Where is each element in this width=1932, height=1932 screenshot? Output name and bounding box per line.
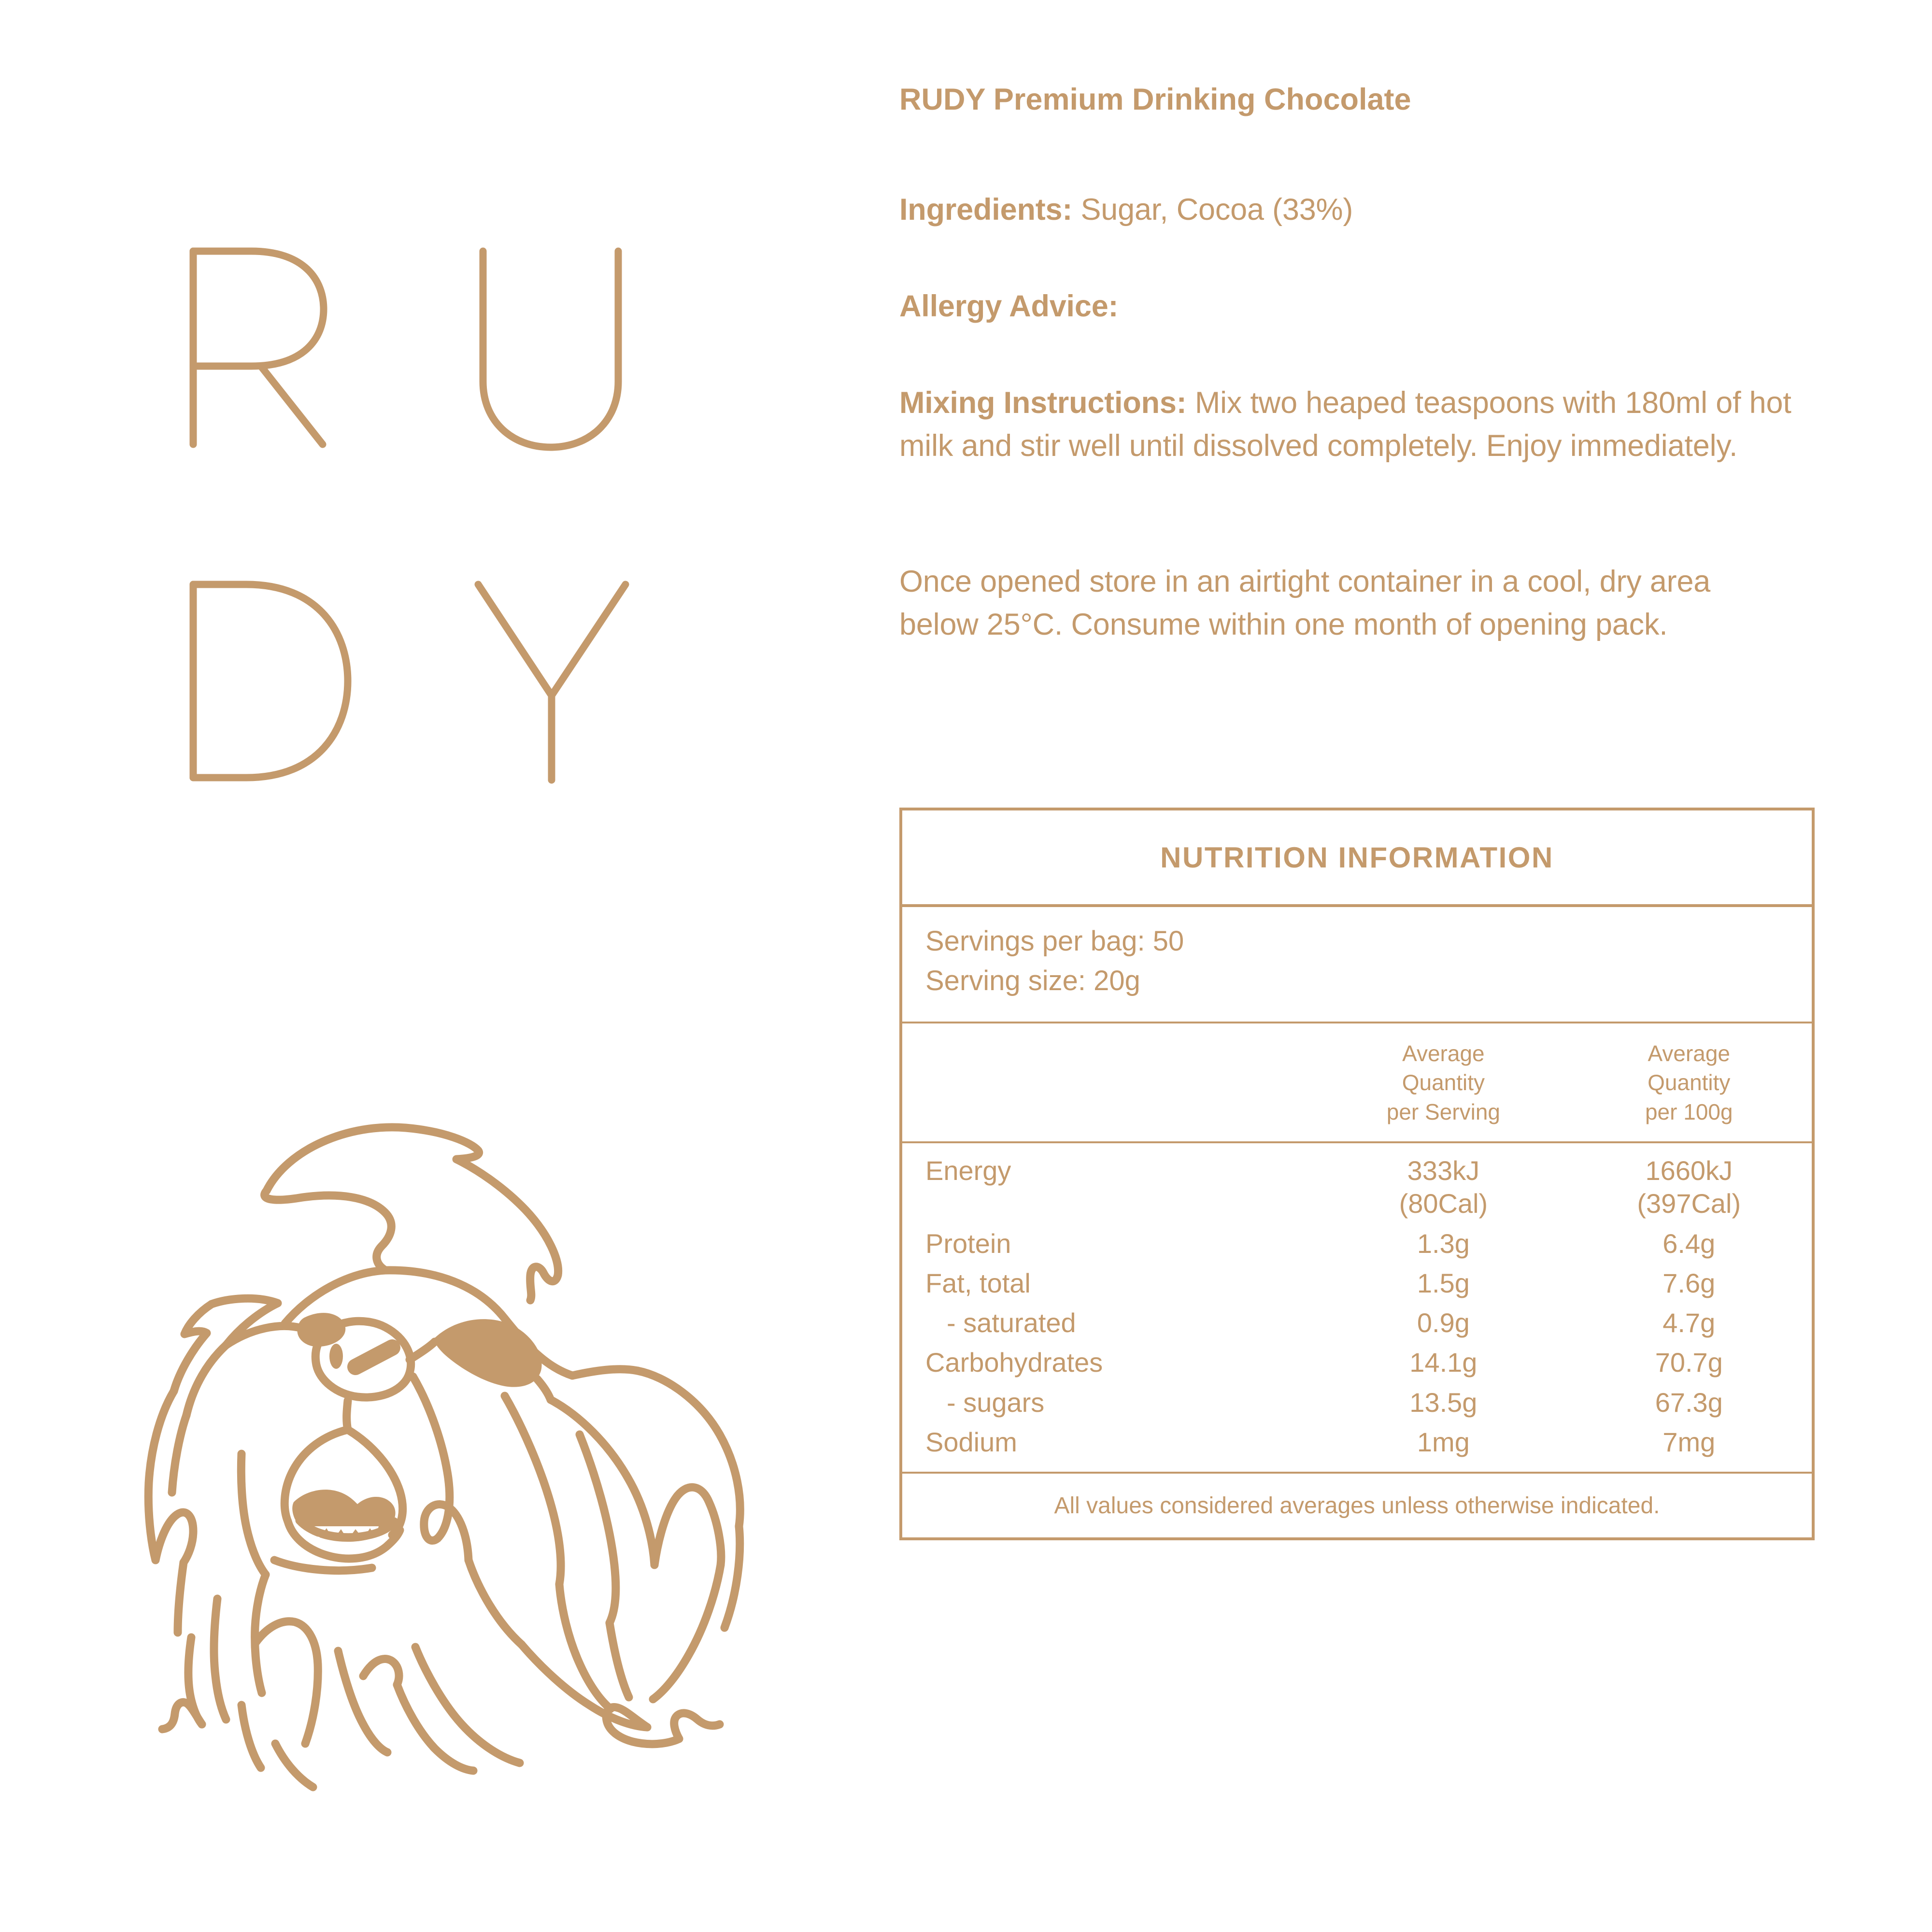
logo-letter-u	[483, 251, 618, 447]
nutrition-table-title: NUTRITION INFORMATION	[1160, 841, 1554, 874]
col-per-100g-line3: per 100g	[1645, 1099, 1733, 1125]
nutrient-value-per-100g: 4.7g	[1662, 1307, 1716, 1338]
product-title-text: RUDY Premium Drinking Chocolate	[899, 83, 1411, 116]
left-panel	[0, 0, 865, 1932]
nutrient-label: Energy	[925, 1155, 1011, 1186]
logo-letter-r	[193, 251, 324, 444]
nutrient-value-per-serving: 1.5g	[1417, 1267, 1470, 1298]
nutrient-label: Sodium	[925, 1427, 1017, 1458]
nutrient-value-per-100g: 1660kJ (397Cal)	[1566, 1154, 1812, 1221]
table-row	[902, 1343, 1812, 1382]
logo-letter-d	[193, 584, 348, 778]
storage-instructions-block	[899, 560, 1788, 647]
column-header-row	[902, 1023, 1812, 1143]
table-row	[902, 1264, 1812, 1303]
col-per-100g-line1: Average	[1648, 1040, 1731, 1066]
nutrition-table-title-row	[902, 810, 1812, 907]
column-header-per-100g	[1566, 1039, 1812, 1127]
nutrient-rows	[902, 1143, 1812, 1474]
nutrient-value-per-serving: 1mg	[1417, 1427, 1470, 1458]
table-row	[902, 1151, 1812, 1224]
table-row	[902, 1224, 1812, 1264]
nutrient-label: Fat, total	[925, 1267, 1031, 1298]
dog-right-eye-patch	[435, 1319, 542, 1387]
nutrition-footer-row	[902, 1474, 1812, 1537]
col-per-100g-line2: Quantity	[1648, 1070, 1731, 1095]
column-header-blank	[902, 1039, 1321, 1127]
nutrient-value-per-serving-sub: (80Cal)	[1399, 1188, 1488, 1219]
nutrient-label: Protein	[925, 1228, 1011, 1259]
table-row	[902, 1303, 1812, 1343]
ingredients-line	[899, 188, 1812, 231]
nutrient-value-per-serving: 1.3g	[1417, 1228, 1470, 1259]
nutrition-information-table	[899, 808, 1815, 1540]
nutrient-value-per-100g: 7.6g	[1662, 1267, 1716, 1298]
table-row	[902, 1383, 1812, 1422]
nutrient-label: - saturated	[947, 1307, 1076, 1338]
mixing-instructions-label: Mixing Instructions:	[899, 386, 1187, 420]
dog-nostril	[329, 1344, 343, 1369]
nutrient-value-per-100g: 67.3g	[1655, 1387, 1723, 1418]
mixing-instructions-block	[899, 382, 1798, 468]
serving-info-row	[902, 907, 1812, 1023]
nutrient-value-per-serving: 333kJ (80Cal)	[1321, 1154, 1566, 1221]
product-title	[899, 82, 1812, 117]
nutrient-value-per-100g-sub: (397Cal)	[1637, 1188, 1741, 1219]
column-header-per-serving	[1321, 1039, 1566, 1127]
ingredients-label: Ingredients:	[899, 193, 1073, 227]
nutrition-footer-note: All values considered averages unless otherwise indicated.	[1054, 1492, 1660, 1519]
nutrient-label: - sugars	[947, 1387, 1045, 1418]
nutrient-label: Carbohydrates	[925, 1347, 1103, 1378]
nutrient-value-per-serving: 0.9g	[1417, 1307, 1470, 1338]
serving-size: Serving size: 20g	[925, 965, 1140, 997]
servings-per-bag: Servings per bag: 50	[925, 925, 1184, 957]
rudy-logo	[179, 213, 691, 816]
storage-instructions-text: Once opened store in an airtight container in a cool, dry area below 25°C. Consume within one month of opening pack.	[899, 565, 1711, 642]
nutrient-value-per-100g: 7mg	[1662, 1427, 1716, 1458]
nutrient-value-per-serving: 13.5g	[1409, 1387, 1477, 1418]
col-per-serving-line2: Quantity	[1402, 1070, 1485, 1095]
table-row	[902, 1422, 1812, 1462]
col-per-serving-line1: Average	[1402, 1040, 1485, 1066]
dog-nose-highlight	[355, 1348, 392, 1367]
allergy-advice-line	[899, 285, 1812, 328]
nutrient-value-per-100g: 6.4g	[1662, 1228, 1716, 1259]
mixing-instructions-value: Mix two heaped teaspoons with 180ml of hot milk and stir well until dissolved completely. Enjoy immediately.	[899, 386, 1791, 463]
ingredients-value: Sugar, Cocoa (33%)	[1072, 193, 1353, 227]
col-per-serving-line3: per Serving	[1386, 1099, 1500, 1125]
allergy-advice-label: Allergy Advice:	[899, 289, 1119, 323]
logo-letter-y	[478, 584, 625, 780]
right-panel	[899, 0, 1817, 1932]
nutrient-value-per-100g: 70.7g	[1655, 1347, 1723, 1378]
nutrient-value-per-serving: 14.1g	[1409, 1347, 1477, 1378]
shaggy-dog-face-icon	[97, 1077, 749, 1802]
